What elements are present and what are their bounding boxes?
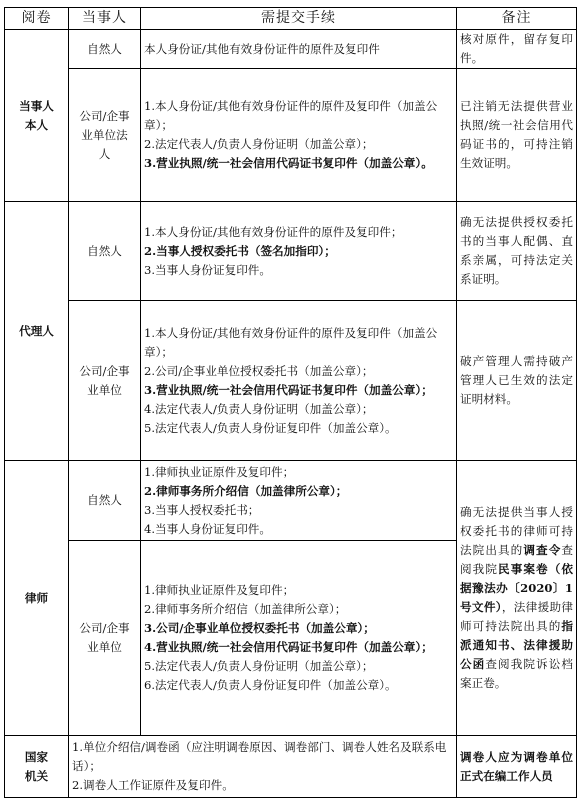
doc-item: 2.律师事务所介绍信（加盖律所公章）； <box>144 602 347 616</box>
documents-cell <box>141 30 457 69</box>
party-type-natural: 自然人 <box>69 202 141 301</box>
remark-bold-text: 指派通知书、法律援助公函 <box>460 619 573 671</box>
party-type-label: 公司/企事业单位 <box>79 363 130 397</box>
remark-bold-text: 民事案卷（依据豫法办〔2020〕1号文件） <box>460 562 573 614</box>
table-row <box>5 69 577 202</box>
doc-item: 6.法定代表人/负责人身份证复印件（加盖公章）。 <box>144 678 397 692</box>
table-row <box>5 30 577 69</box>
doc-item: 2.律师事务所介绍信（加盖律所公章）； <box>144 483 348 498</box>
remark-cell <box>457 461 577 736</box>
table-row <box>5 202 577 301</box>
doc-item: 本人身份证/其他有效身份证件的原件及复印件 <box>144 41 380 56</box>
documents-cell <box>69 736 457 798</box>
remark-text: ，法律援助律师可持法院出具的 <box>460 600 573 633</box>
doc-item: 5.法定代表人/负责人身份证明（加盖公章）； <box>144 659 374 673</box>
party-type-natural: 自然人 <box>69 30 141 69</box>
role-agent: 代理人 <box>5 202 69 461</box>
party-type-company <box>69 301 141 461</box>
documents-cell <box>141 541 457 736</box>
remark-text: 查阅我院 <box>460 543 573 576</box>
documents-cell <box>141 202 457 301</box>
doc-item: 1.律师执业证原件及复印件； <box>144 464 295 479</box>
party-type-company <box>69 541 141 736</box>
doc-item: 1.单位介绍信/调卷函（应注明调卷原因、调卷部门、调卷人姓名及联系电话）； <box>72 740 447 773</box>
party-type-natural: 自然人 <box>69 461 141 541</box>
remark-text: 查阅我院诉讼档案正卷。 <box>460 657 573 690</box>
remark-cell: 确无法提供授权委托书的当事人配偶、直系亲属，可持法定关系证明。 <box>457 202 577 301</box>
role-party-self <box>5 30 69 202</box>
remark-cell: 已注销无法提供营业执照/统一社会信用代码证书的，可持注销生效证明。 <box>457 69 577 202</box>
doc-item: 5.法定代表人/负责人身份证复印件（加盖公章）。 <box>144 420 397 435</box>
doc-item: 2.公司/企事业单位授权委托书（加盖公章）； <box>144 363 374 378</box>
doc-item: 1.本人身份证/其他有效身份证件的原件及复印件（加盖公章）； <box>144 325 438 359</box>
header-row <box>5 8 577 30</box>
doc-item: 1.本人身份证/其他有效身份证件的原件及复印件； <box>144 224 403 239</box>
doc-item: 4.营业执照/统一社会信用代码证书复印件（加盖公章）； <box>144 640 433 654</box>
party-type-company <box>69 69 141 202</box>
table-row <box>5 461 577 541</box>
doc-item: 3.当事人授权委托书； <box>144 502 260 517</box>
doc-item: 2.调卷人工作证原件及复印件。 <box>72 778 234 792</box>
table-row <box>5 301 577 461</box>
doc-item: 4.当事人身份证复印件。 <box>144 521 271 536</box>
remark-cell: 调卷人应为调卷单位正式在编工作人员 <box>457 736 577 798</box>
remark-bold-text: 调查令 <box>523 543 562 557</box>
doc-item: 2.法定代表人/负责人身份证明（加盖公章）； <box>144 137 374 151</box>
documents-cell <box>141 301 457 461</box>
remark-text: 确无法提供当事人授权委托书的律师可持法院出具的 <box>460 505 573 557</box>
header-col-documents: 需提交手续 <box>141 8 457 30</box>
remark-cell: 破产管理人需持破产管理人已生效的法定证明材料。 <box>457 301 577 461</box>
doc-item: 3.营业执照/统一社会信用代码证书复印件（加盖公章）； <box>144 382 433 397</box>
doc-item: 1.本人身份证/其他有效身份证件的原件及复印件（加盖公章）； <box>144 99 438 132</box>
documents-cell <box>141 461 457 541</box>
header-col-remarks: 备注 <box>457 8 577 30</box>
party-type-label: 公司/企事业单位 <box>79 621 130 654</box>
role-state-organ <box>5 736 69 798</box>
doc-item: 3.营业执照/统一社会信用代码证书复印件（加盖公章）。 <box>144 156 433 170</box>
header-col-review: 阅卷 <box>5 8 69 30</box>
role-label: 国家机关 <box>24 749 49 783</box>
remark-cell: 核对原件，留存复印件。 <box>457 30 577 69</box>
party-type-label: 公司/企事业单位法人 <box>79 108 130 161</box>
header-col-party: 当事人 <box>69 8 141 30</box>
documents-cell <box>141 69 457 202</box>
doc-item: 2.当事人授权委托书（签名加指印）； <box>144 243 336 258</box>
dossier-requirements-table <box>4 7 577 798</box>
doc-item: 4.法定代表人/负责人身份证明（加盖公章）； <box>144 401 374 416</box>
table-row <box>5 736 577 798</box>
doc-item: 3.公司/企事业单位授权委托书（加盖公章）； <box>144 621 375 635</box>
role-lawyer: 律师 <box>5 461 69 736</box>
doc-item: 1.律师执业证原件及复印件； <box>144 583 295 597</box>
role-label: 当事人本人 <box>19 98 54 132</box>
doc-item: 3.当事人身份证复印件。 <box>144 262 271 277</box>
